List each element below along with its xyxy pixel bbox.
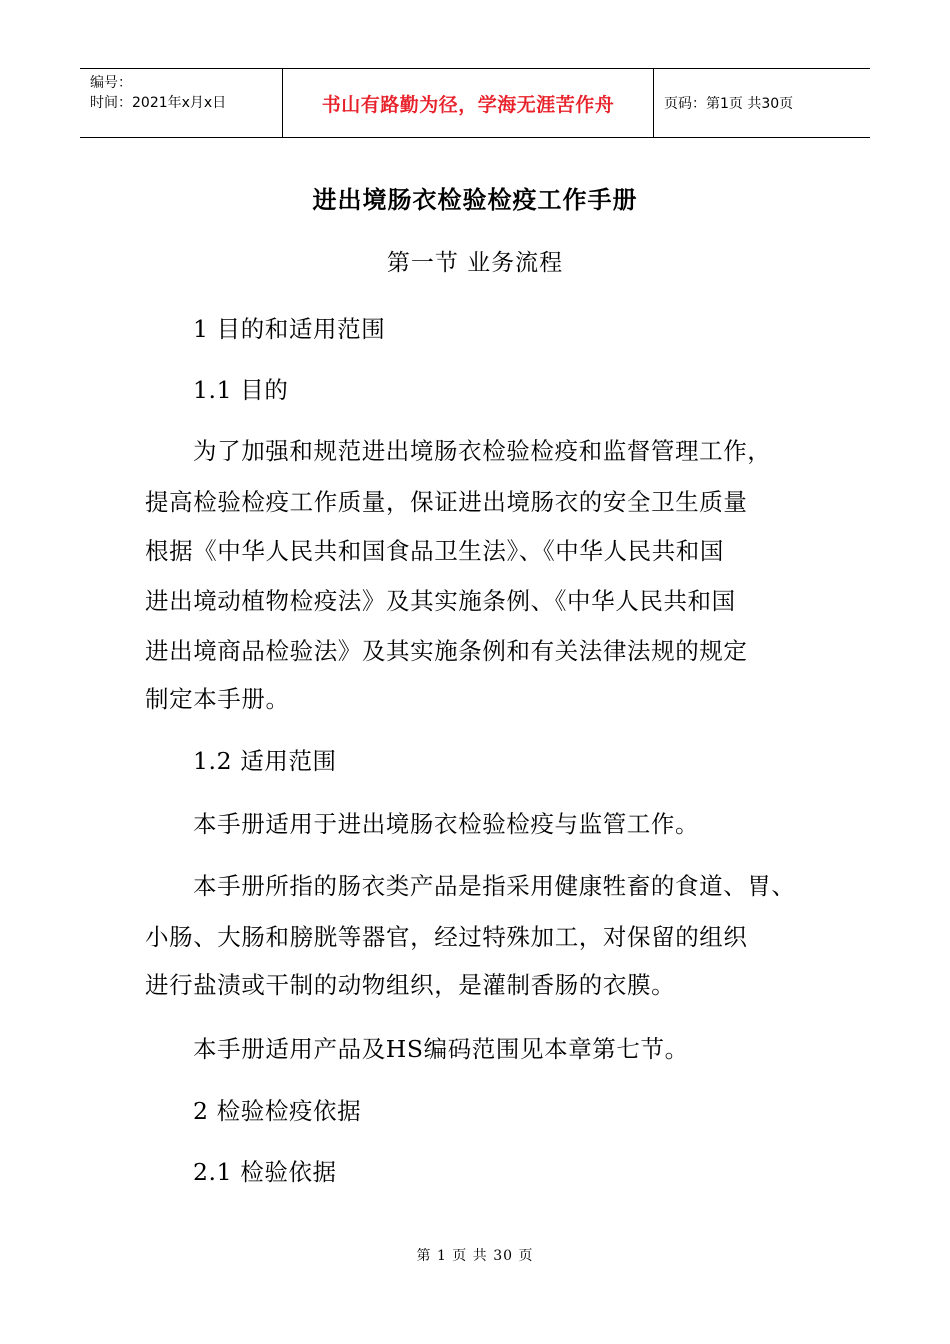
paragraph-line: 制定本手册。	[145, 685, 290, 713]
paragraph-line: 进行盐渍或干制的动物组织，是灌制香肠的衣膜。	[145, 971, 676, 999]
section-title: 第一节 业务流程	[386, 250, 564, 276]
paragraph-line: 提高检验检疫工作质量，保证进出境肠衣的安全卫生质量	[145, 488, 748, 516]
paragraph-line: 本手册适用产品及HS编码范围见本章第七节。	[193, 1035, 689, 1063]
page-footer: 第 1 页 共 30 页	[416, 1248, 534, 1264]
paragraph-line: 本手册所指的肠衣类产品是指采用健康牲畜的食道、胃、	[193, 872, 796, 900]
document-date: 时间：2021年x月x日	[90, 95, 227, 111]
header-motto: 书山有路勤为径，学海无涯苦作舟	[321, 93, 615, 116]
paragraph-line: 进出境商品检验法》及其实施条例和有关法律法规的规定	[145, 637, 748, 665]
header-page-cell	[654, 69, 870, 137]
header-motto-cell	[282, 69, 654, 137]
paragraph-line: 为了加强和规范进出境肠衣检验检疫和监督管理工作，	[193, 437, 772, 465]
header-page-info: 页码：第1页 共30页	[664, 96, 794, 112]
heading-1-1: 1.1 目的	[193, 376, 289, 404]
document-title: 进出境肠衣检验检疫工作手册	[312, 186, 638, 214]
heading-1: 1 目的和适用范围	[193, 315, 386, 343]
paragraph-line: 本手册适用于进出境肠衣检验检疫与监管工作。	[193, 810, 700, 838]
paragraph-line: 进出境动植物检疫法》及其实施条例、《中华人民共和国	[145, 587, 736, 615]
page-header	[80, 68, 870, 138]
heading-2-1: 2.1 检验依据	[193, 1158, 337, 1186]
heading-2: 2 检验检疫依据	[193, 1097, 362, 1125]
header-meta-cell	[80, 69, 282, 137]
document-number-label: 编号：	[90, 75, 132, 91]
paragraph-line: 小肠、大肠和膀胱等器官，经过特殊加工，对保留的组织	[145, 923, 748, 951]
heading-1-2: 1.2 适用范围	[193, 747, 337, 775]
paragraph-line: 根据《中华人民共和国食品卫生法》、《中华人民共和国	[145, 537, 724, 565]
